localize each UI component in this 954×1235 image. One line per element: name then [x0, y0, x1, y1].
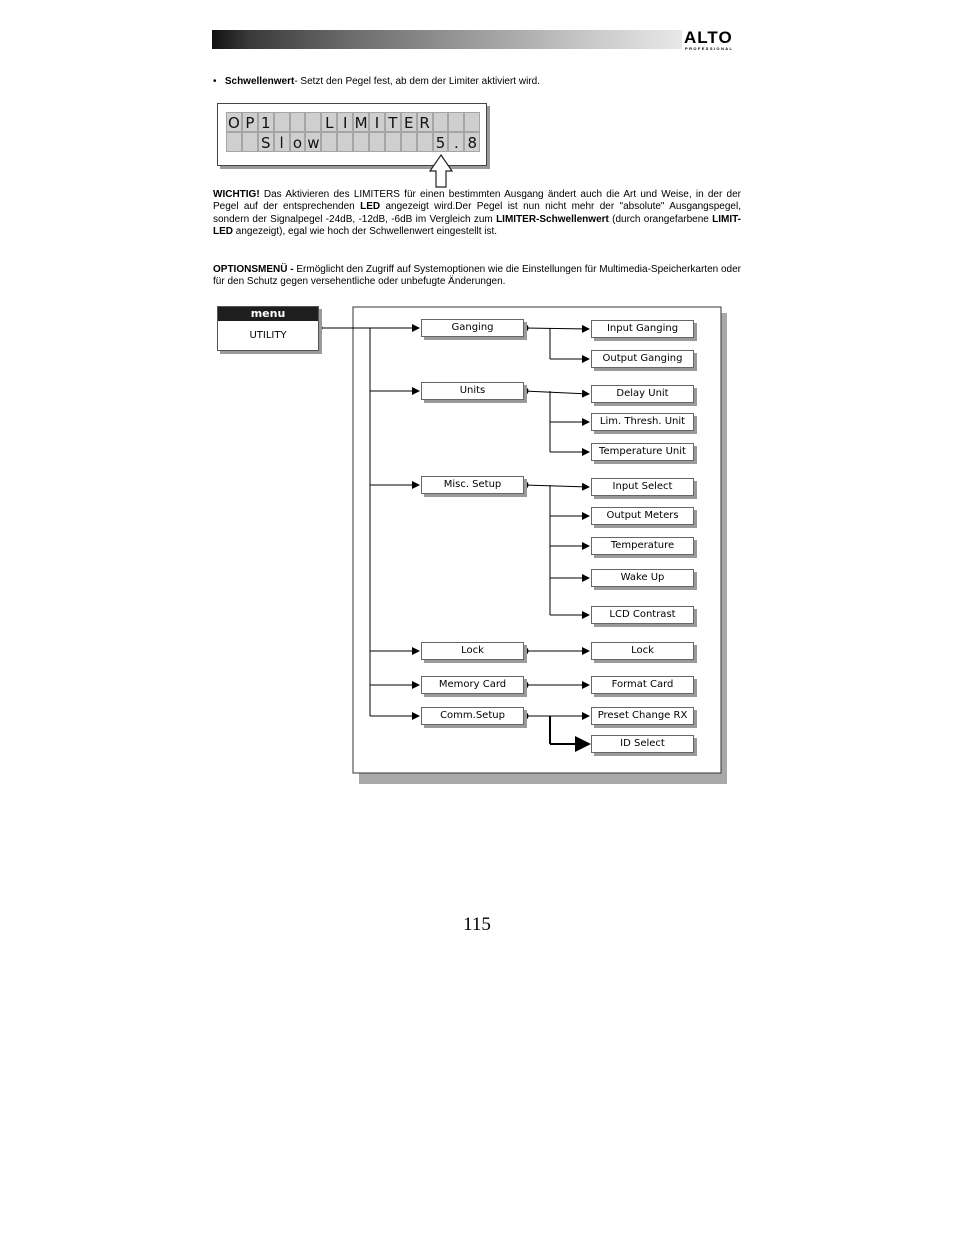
- page-number: 115: [463, 914, 491, 935]
- option-2-2[interactable]: Temperature: [591, 537, 694, 555]
- logo-text: ALTO: [684, 28, 733, 47]
- lcd-cell: .: [448, 132, 464, 152]
- important-bold-led: LED: [360, 201, 381, 213]
- lcd-cell: P: [242, 112, 258, 132]
- lcd-cell: I: [337, 112, 353, 132]
- submenu-2[interactable]: Misc. Setup: [421, 476, 524, 494]
- important-text-3: (durch orangefarbene: [608, 213, 713, 225]
- important-text-2: angezeigt wird.Der Pegel ist nun nicht mehr der "absolute" Ausgangspegel, sondern der Signalpegel -24dB, -12dB, -6dB im Vergleich zum: [213, 201, 741, 225]
- option-5-1[interactable]: ID Select: [591, 735, 694, 753]
- lcd-cell: I: [369, 112, 385, 132]
- lcd-cell: o: [290, 132, 306, 152]
- option-0-0[interactable]: Input Ganging: [591, 320, 694, 338]
- bullet-dot: •: [213, 76, 225, 87]
- lcd-cell: 5: [433, 132, 449, 152]
- option-1-1[interactable]: Lim. Thresh. Unit: [591, 413, 694, 431]
- option-4-0[interactable]: Format Card: [591, 676, 694, 694]
- important-bold-limiter: LIMITER-Schwellenwert: [496, 213, 609, 225]
- option-5-0[interactable]: Preset Change RX: [591, 707, 694, 725]
- option-0-1[interactable]: Output Ganging: [591, 350, 694, 368]
- options-label: OPTIONSMENÜ -: [213, 264, 294, 275]
- submenu-5[interactable]: Comm.Setup: [421, 707, 524, 725]
- lcd-cell: L: [321, 112, 337, 132]
- lcd-cell: w: [307, 134, 320, 152]
- submenu-3[interactable]: Lock: [421, 642, 524, 660]
- option-1-0[interactable]: Delay Unit: [591, 385, 694, 403]
- menu-heading: menu: [218, 307, 318, 321]
- important-label: WICHTIG!: [213, 189, 260, 200]
- menu-utility-box[interactable]: [217, 306, 319, 351]
- submenu-1[interactable]: Units: [421, 382, 524, 400]
- lcd-cell: E: [401, 112, 417, 132]
- lcd-cell: 1: [258, 112, 274, 132]
- option-2-0[interactable]: Input Select: [591, 478, 694, 496]
- lcd-cell: R: [417, 112, 433, 132]
- option-3-0[interactable]: Lock: [591, 642, 694, 660]
- option-2-3[interactable]: Wake Up: [591, 569, 694, 587]
- important-bold-limit-led: LIMIT-LED: [213, 213, 742, 238]
- option-1-2[interactable]: Temperature Unit: [591, 443, 694, 461]
- option-2-1[interactable]: Output Meters: [591, 507, 694, 525]
- options-text: Ermöglicht den Zugriff auf Systemoptionen wie die Einstellungen für Multimedia-Speicherkarten oder für den Schutz gegen versehentliche oder unbefugte Änderungen.: [213, 264, 741, 288]
- lcd-cell: T: [385, 112, 401, 132]
- submenu-4[interactable]: Memory Card: [421, 676, 524, 694]
- lcd-cell: S: [258, 132, 274, 152]
- option-2-4[interactable]: LCD Contrast: [591, 606, 694, 624]
- bullet-text: - Setzt den Pegel fest, ab dem der Limiter aktiviert wird.: [294, 76, 540, 87]
- lcd-cell: l: [274, 132, 290, 152]
- submenu-0[interactable]: Ganging: [421, 319, 524, 337]
- bullet-term: Schwellenwert: [224, 76, 295, 87]
- important-text-1: Das Aktivieren des LIMITERS für einen bestimmten Ausgang ändert auch die Art und Weise, in der der Pegel auf der entsprechenden: [213, 189, 741, 213]
- lcd-cell: 8: [464, 132, 480, 152]
- menu-utility-item[interactable]: UTILITY: [249, 330, 287, 341]
- lcd-cell: O: [226, 112, 242, 132]
- important-text-4: angezeigt), egal wie hoch der Schwellenwert eingestellt ist.: [233, 226, 498, 238]
- logo-subtext: PROFESSIONAL: [685, 46, 734, 51]
- lcd-cell: M: [354, 114, 368, 132]
